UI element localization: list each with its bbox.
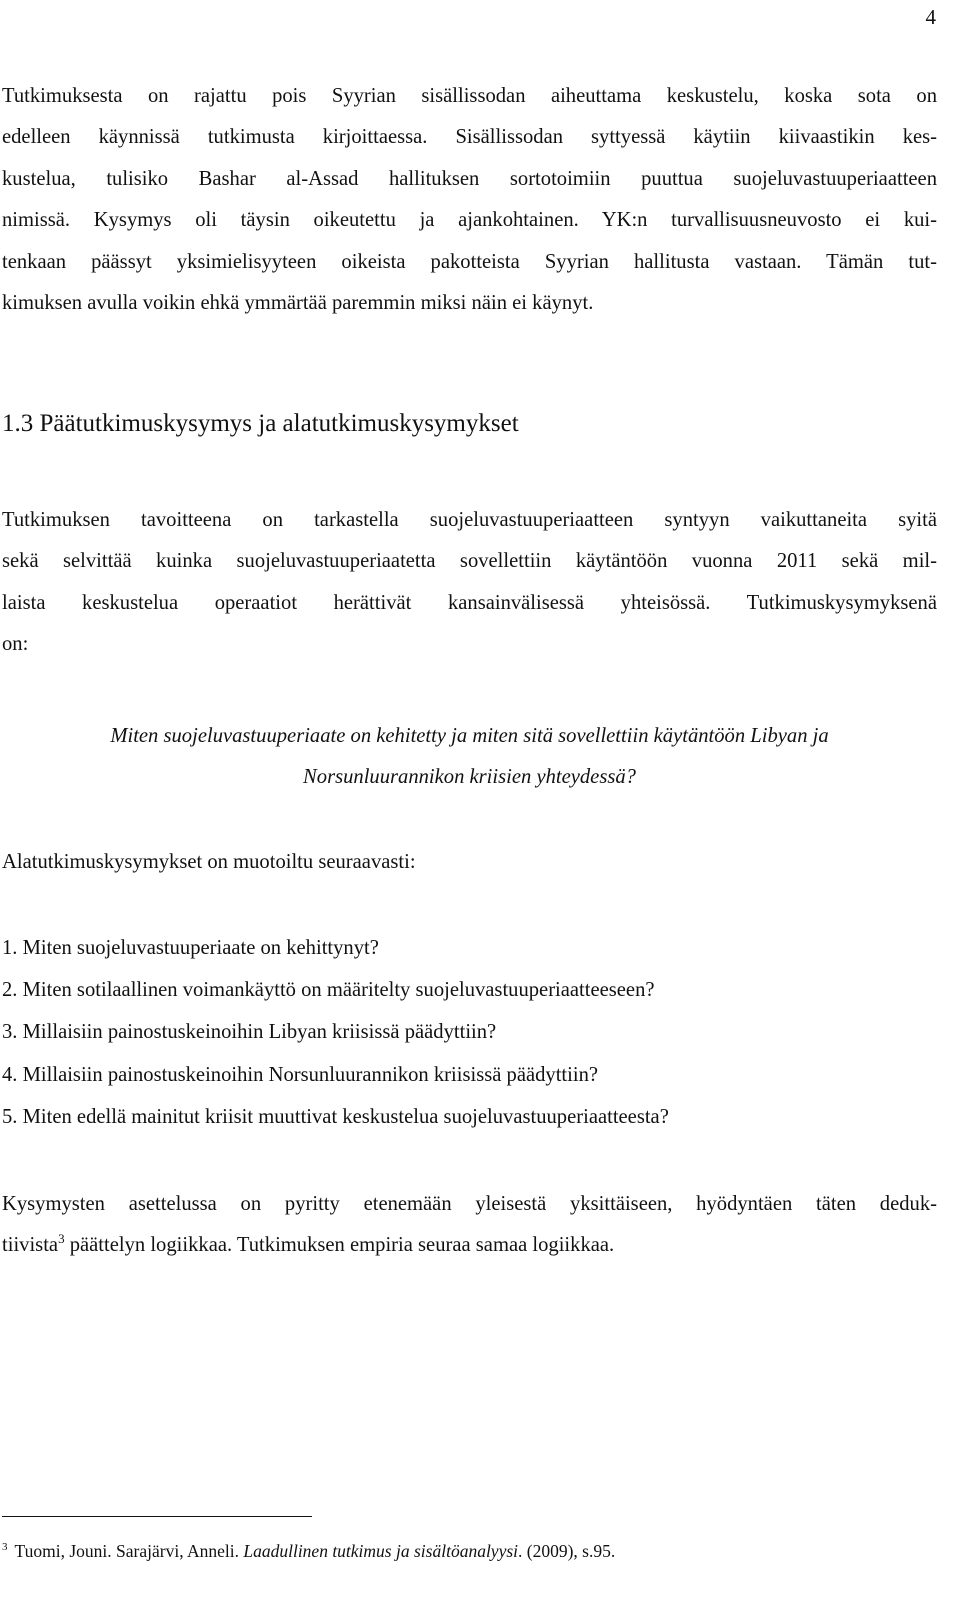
text-line: Miten suojeluvastuuperiaate on kehitetty ja miten sitä sovellettiin käytäntöön Libyan ja xyxy=(110,725,829,747)
list-item: 2. Miten sotilaallinen voimankäyttö on määritelty suojeluvastuuperiaatteeseen? xyxy=(2,979,655,1002)
text-line: Norsunluurannikon kriisien yhteydessä? xyxy=(303,766,636,789)
footnote-authors: Tuomi, Jouni. Sarajärvi, Anneli. xyxy=(10,1541,244,1561)
footnote-title: Laadullinen tutkimus ja sisältöanalyysi xyxy=(243,1541,519,1561)
intro-paragraph xyxy=(2,76,937,324)
footnote-details: . (2009), s.95. xyxy=(518,1541,616,1561)
list-item: 5. Miten edellä mainitut kriisit muuttivat keskustelua suojeluvastuuperiaatteesta? xyxy=(2,1105,669,1128)
text-line: Kysymysten asettelussa on pyritty etenemään yleisestä yksittäiseen, hyödyntäen täten deduk- xyxy=(2,1193,937,1215)
footnote-reference[interactable]: 3 xyxy=(58,1231,65,1247)
aim-paragraph xyxy=(2,500,937,666)
section-heading: 1.3 Päätutkimuskysymys ja alatutkimuskysymykset xyxy=(2,410,519,437)
text-line: kustelua, tulisiko Bashar al-Assad hallituksen sortotoimiin puuttua suojeluvastuuperiaatteen xyxy=(2,167,937,190)
text-line: laista keskustelua operaatiot herättivät kansainvälisessä yhteisössä. Tutkimuskysymyksenä xyxy=(2,591,937,614)
list-item: 4. Millaisiin painostuskeinoihin Norsunluurannikon kriisissä päädyttiin? xyxy=(2,1063,599,1086)
text-fragment: päättelyn logiikkaa. Tutkimuksen empiria seuraa samaa logiikkaa. xyxy=(64,1234,615,1257)
text-line: nimissä. Kysymys oli täysin oikeutettu ja ajankohtainen. YK:n turvallisuusneuvosto ei kui- xyxy=(2,209,937,232)
sub-questions-intro: Alatutkimuskysymykset on muotoiltu seuraavasti: xyxy=(2,851,416,873)
footnote-separator xyxy=(2,1516,312,1517)
text-line: edelleen käynnissä tutkimusta kirjoittaessa. Sisällissodan syttyessä käytiin kiivaastikin kes- xyxy=(2,126,937,149)
text-line: Tutkimuksen tavoitteena on tarkastella suojeluvastuuperiaatteen syntyyn vaikuttaneita syitä xyxy=(2,509,937,531)
footnote xyxy=(2,1538,615,1564)
list-item: 3. Millaisiin painostuskeinoihin Libyan kriisissä päädyttiin? xyxy=(2,1021,497,1044)
main-research-question xyxy=(2,716,937,799)
text-line: Tutkimuksesta on rajattu pois Syyrian sisällissodan aiheuttama keskustelu, koska sota on xyxy=(2,85,937,107)
list-item: 1. Miten suojeluvastuuperiaate on kehittynyt? xyxy=(2,937,379,959)
text-line: tenkaan päässyt yksimielisyyteen oikeista pakotteista Syyrian hallitusta vastaan. Tämän tut- xyxy=(2,250,937,273)
method-paragraph xyxy=(2,1184,937,1267)
text-fragment: tiivista xyxy=(2,1234,59,1257)
text-line: on: xyxy=(2,633,29,656)
text-line: kimuksen avulla voikin ehkä ymmärtää paremmin miksi näin ei käynyt. xyxy=(2,292,594,315)
text-line xyxy=(2,1225,937,1266)
sub-questions-list xyxy=(2,927,669,1138)
footnote-marker: 3 xyxy=(2,1541,8,1553)
page-number: 4 xyxy=(925,5,936,29)
text-line: sekä selvittää kuinka suojeluvastuuperiaatetta sovellettiin käytäntöön vuonna 2011 sekä mil- xyxy=(2,550,937,573)
